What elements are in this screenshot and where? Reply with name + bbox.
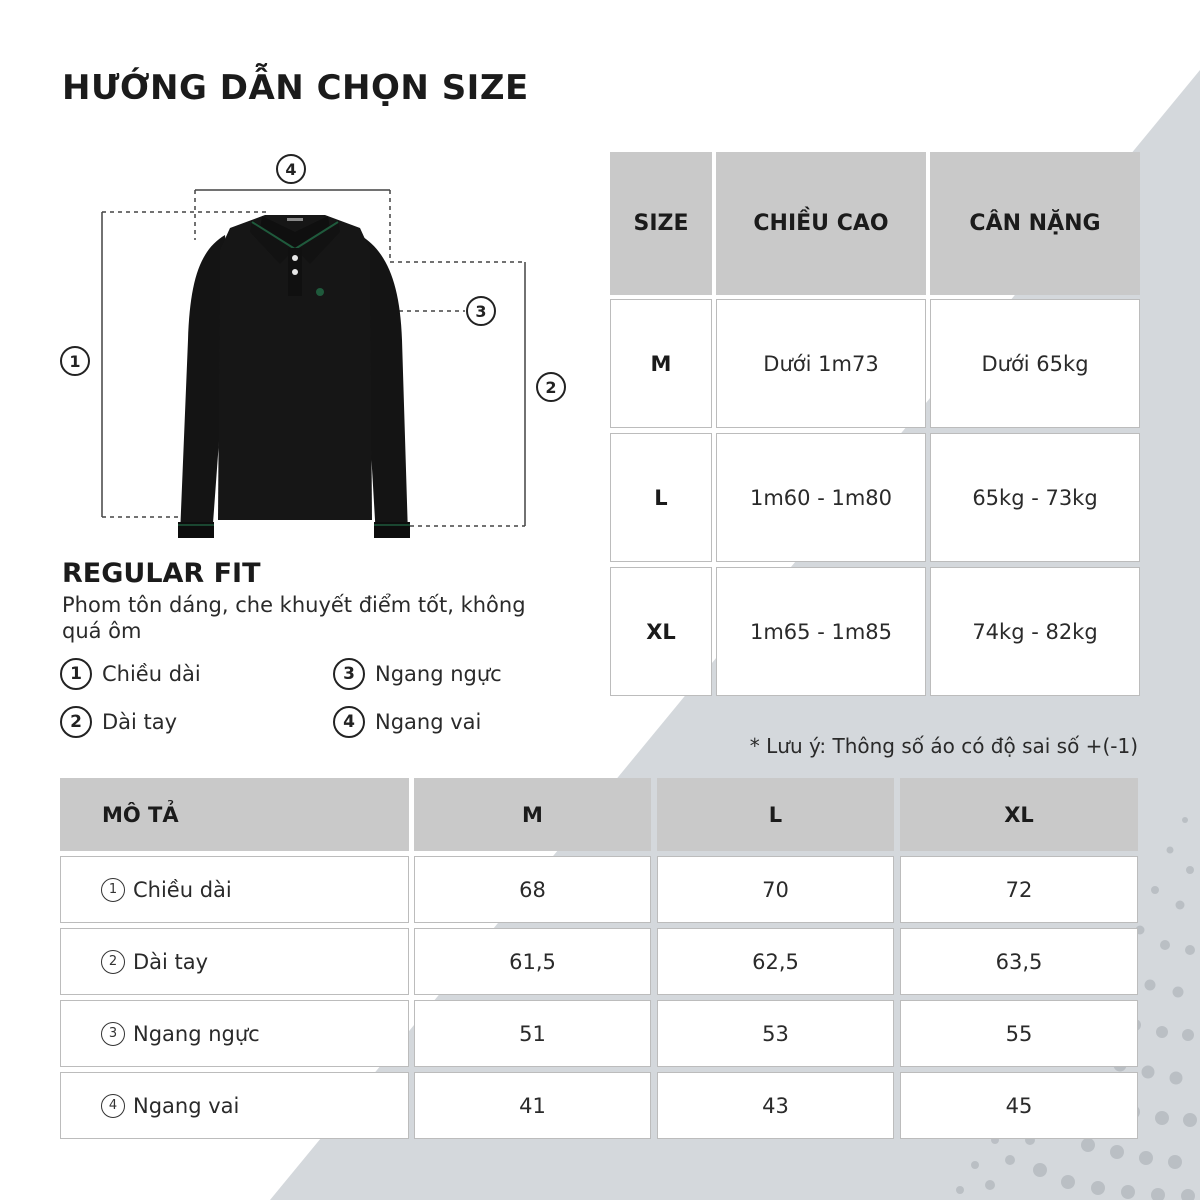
measure-row-label [60, 1072, 409, 1139]
legend-item-chest [333, 658, 502, 690]
measure-label-text: Chiều dài [133, 877, 232, 902]
legend-label: Ngang vai [375, 710, 482, 734]
size-table-row-size: XL [610, 567, 712, 696]
measure-value-m: 68 [414, 856, 651, 923]
measure-value-xl: 45 [900, 1072, 1138, 1139]
measure-value-l: 70 [657, 856, 894, 923]
measure-header-description: MÔ TẢ [60, 778, 409, 851]
fit-title: REGULAR FIT [62, 558, 261, 589]
marker-1-badge: 1 [60, 346, 90, 376]
measure-row-label [60, 856, 409, 923]
size-table-row-height: 1m65 - 1m85 [716, 567, 926, 696]
measure-row-label [60, 928, 409, 995]
measure-value-xl: 63,5 [900, 928, 1138, 995]
measurement-legend [60, 658, 540, 748]
shirt-illustration [40, 140, 600, 560]
measure-value-m: 51 [414, 1000, 651, 1067]
legend-number-badge: 1 [60, 658, 92, 690]
measure-value-xl: 55 [900, 1000, 1138, 1067]
measure-label-text: Ngang ngực [133, 1021, 260, 1046]
fit-description: Phom tôn dáng, che khuyết điểm tốt, không quá ôm [62, 593, 526, 643]
measure-header-l: L [657, 778, 894, 851]
size-table-row-height: Dưới 1m73 [716, 299, 926, 428]
measure-value-m: 41 [414, 1072, 651, 1139]
size-table-row-weight: Dưới 65kg [930, 299, 1140, 428]
measure-row-label [60, 1000, 409, 1067]
legend-number-badge: 2 [60, 706, 92, 738]
measure-value-xl: 72 [900, 856, 1138, 923]
measure-number-badge: 4 [101, 1094, 125, 1118]
measure-number-badge: 3 [101, 1022, 125, 1046]
marker-3-badge: 3 [466, 296, 496, 326]
page-title: HƯỚNG DẪN CHỌN SIZE [62, 68, 529, 108]
size-table-row-weight: 65kg - 73kg [930, 433, 1140, 562]
measure-label-text: Dài tay [133, 949, 209, 974]
size-table-row-height: 1m60 - 1m80 [716, 433, 926, 562]
size-table-row-size: L [610, 433, 712, 562]
measure-label-text: Ngang vai [133, 1093, 240, 1118]
legend-label: Chiều dài [102, 662, 201, 686]
measure-number-badge: 2 [101, 950, 125, 974]
measure-value-l: 43 [657, 1072, 894, 1139]
legend-item-length [60, 658, 201, 690]
legend-label: Ngang ngực [375, 662, 502, 686]
measure-value-m: 61,5 [414, 928, 651, 995]
legend-label: Dài tay [102, 710, 178, 734]
measure-header-m: M [414, 778, 651, 851]
shirt-diagram [40, 140, 600, 560]
measure-header-xl: XL [900, 778, 1138, 851]
marker-2-badge: 2 [536, 372, 566, 402]
measure-number-badge: 1 [101, 878, 125, 902]
size-table-row-size: M [610, 299, 712, 428]
size-table-header-size: SIZE [610, 152, 712, 295]
legend-number-badge: 4 [333, 706, 365, 738]
legend-item-sleeve [60, 706, 177, 738]
measure-value-l: 62,5 [657, 928, 894, 995]
tolerance-note: * Lưu ý: Thông số áo có độ sai số +(-1) [749, 734, 1138, 758]
measure-value-l: 53 [657, 1000, 894, 1067]
legend-item-shoulder [333, 706, 481, 738]
polo-shirt-shape [178, 215, 410, 538]
legend-number-badge: 3 [333, 658, 365, 690]
size-table-row-weight: 74kg - 82kg [930, 567, 1140, 696]
size-table-header-height: CHIỀU CAO [716, 152, 926, 295]
marker-4-badge: 4 [276, 154, 306, 184]
size-table-header-weight: CÂN NẶNG [930, 152, 1140, 295]
